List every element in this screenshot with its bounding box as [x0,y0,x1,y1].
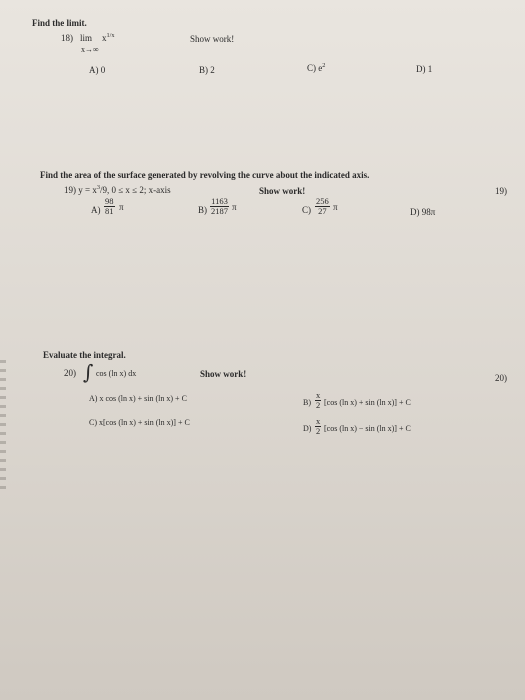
q19-choice-c-fraction [315,197,330,216]
q18-exponent: 1/x [106,32,115,39]
q20-integrand: cos (ln x) dx [96,369,137,378]
q19-curve-post: /9, 0 ≤ x ≤ 2; x-axis [99,185,171,195]
q20-choice-d-rest: [cos (ln x) − sin (ln x)] + C [324,424,411,433]
q20-choice-b-fraction [315,391,321,410]
q18-choice-d: D) 1 [416,64,433,74]
q19-choice-a-pi: π [119,202,124,212]
q19-choice-c-label: C) [302,205,311,215]
q19-choice-b-pi: π [232,202,237,212]
q20-choice-d-numerator: x [316,416,321,426]
q18-expression [102,33,115,43]
q18-base: x [102,33,107,43]
q20-heading: Evaluate the integral. [43,350,126,360]
q20-choice-d-fraction [315,417,321,436]
q18-choice-a: A) 0 [89,65,106,75]
q19-curve [64,185,171,195]
q20-choice-b-denominator: 2 [316,400,321,410]
q19-choice-b-numerator: 1163 [211,196,228,206]
q18-number: 18) [61,33,73,43]
q19-curve-exp: 3 [96,184,100,191]
q19-choice-b-label: B) [198,205,207,215]
q19-choice-d: D) 98π [410,207,436,217]
q20-choice-a: A) x cos (ln x) + sin (ln x) + C [89,394,187,403]
q18-lim: lim [80,33,93,43]
q20-choice-c: C) x[cos (ln x) + sin (ln x)] + C [89,418,190,427]
q20-show-work: Show work! [200,369,247,379]
q19-choice-b-fraction [210,197,229,216]
q19-heading: Find the area of the surface generated by revolving the curve about the indicated axis. [40,170,370,180]
q19-choice-c-denominator: 27 [318,206,327,216]
q20-margin-number: 20) [495,373,507,383]
q19-choice-c-pi: π [333,202,338,212]
q18-show-work: Show work! [190,34,235,44]
q20-choice-d-label: D) [303,424,312,433]
q18-choice-c-label: C) e [307,63,323,73]
q19-margin-number: 19) [495,186,507,196]
q20-choice-b-rest: [cos (ln x) + sin (ln x)] + C [324,398,411,407]
q18-choice-b: B) 2 [199,65,215,75]
q20-choice-b-label: B) [303,398,311,407]
q19-choice-c-numerator: 256 [316,196,329,206]
q18-limit-sub: x→∞ [81,45,99,54]
q19-choice-a-denominator: 81 [105,206,114,216]
page-edge-shadow [0,360,6,490]
q20-integral-sign: ∫ [83,360,94,384]
q19-number: 19) [64,185,76,195]
q19-choice-a-fraction [104,197,115,216]
q19-choice-b-denominator: 2187 [211,206,228,216]
q19-choice-a-numerator: 98 [105,196,114,206]
q19-curve-pre: y = x [78,185,97,195]
q18-choice-c-exp: 2 [322,62,326,69]
q20-choice-d-denominator: 2 [316,426,321,436]
q19-choice-a-label: A) [91,205,101,215]
q18-choice-c [307,63,325,73]
q18-heading: Find the limit. [32,18,87,28]
q19-show-work: Show work! [259,186,306,196]
q20-number: 20) [64,368,76,378]
q20-choice-b-numerator: x [316,390,321,400]
